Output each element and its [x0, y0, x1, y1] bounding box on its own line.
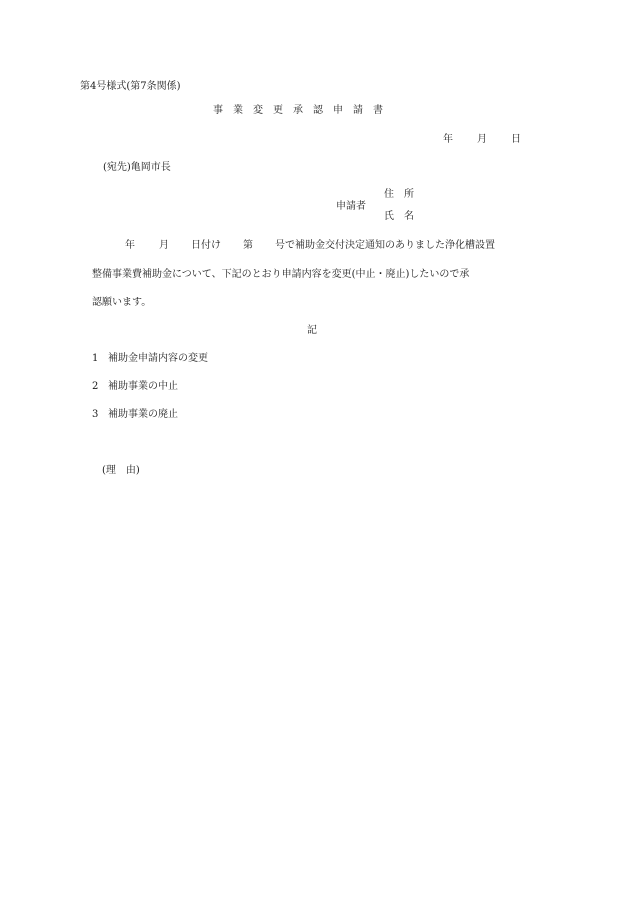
date-field	[443, 135, 521, 145]
list-item-number: 3	[92, 409, 99, 420]
list-item	[92, 354, 208, 364]
list-item-text: 補助事業の廃止	[108, 409, 178, 420]
document-title: 事業変更承認申請書	[213, 105, 393, 116]
body-year: 年	[125, 240, 135, 251]
body-line-2: 整備事業費補助金について、下記のとおり申請内容を変更(中止・廃止)したいので承	[92, 269, 470, 280]
date-day-label: 日	[511, 134, 521, 145]
applicant-label: 申請者	[336, 201, 366, 212]
body-month: 月	[159, 240, 169, 251]
body-line-3: 認願います。	[92, 297, 152, 308]
addressee: (宛先)亀岡市長	[103, 162, 171, 173]
body-dai: 第	[243, 240, 253, 251]
ki-heading: 記	[307, 325, 317, 336]
list-item-number: 1	[92, 353, 99, 364]
address-label: 住所	[384, 189, 424, 200]
body-line-1-rest: 号で補助金交付決定通知のありました浄化槽設置	[275, 240, 495, 251]
date-month-label: 月	[477, 134, 487, 145]
date-year-label: 年	[443, 134, 453, 145]
list-item-text: 補助金申請内容の変更	[108, 353, 208, 364]
list-item-text: 補助事業の中止	[108, 381, 178, 392]
reason-label: (理 由)	[102, 465, 140, 476]
list-item	[92, 410, 178, 420]
body-line-1	[125, 241, 495, 251]
list-item	[92, 382, 178, 392]
list-item-number: 2	[92, 381, 99, 392]
body-dated: 日付け	[191, 240, 221, 251]
applicant-block	[336, 190, 456, 224]
name-label: 氏名	[384, 211, 424, 222]
form-number-label: 第4号様式(第7条関係)	[80, 81, 181, 92]
